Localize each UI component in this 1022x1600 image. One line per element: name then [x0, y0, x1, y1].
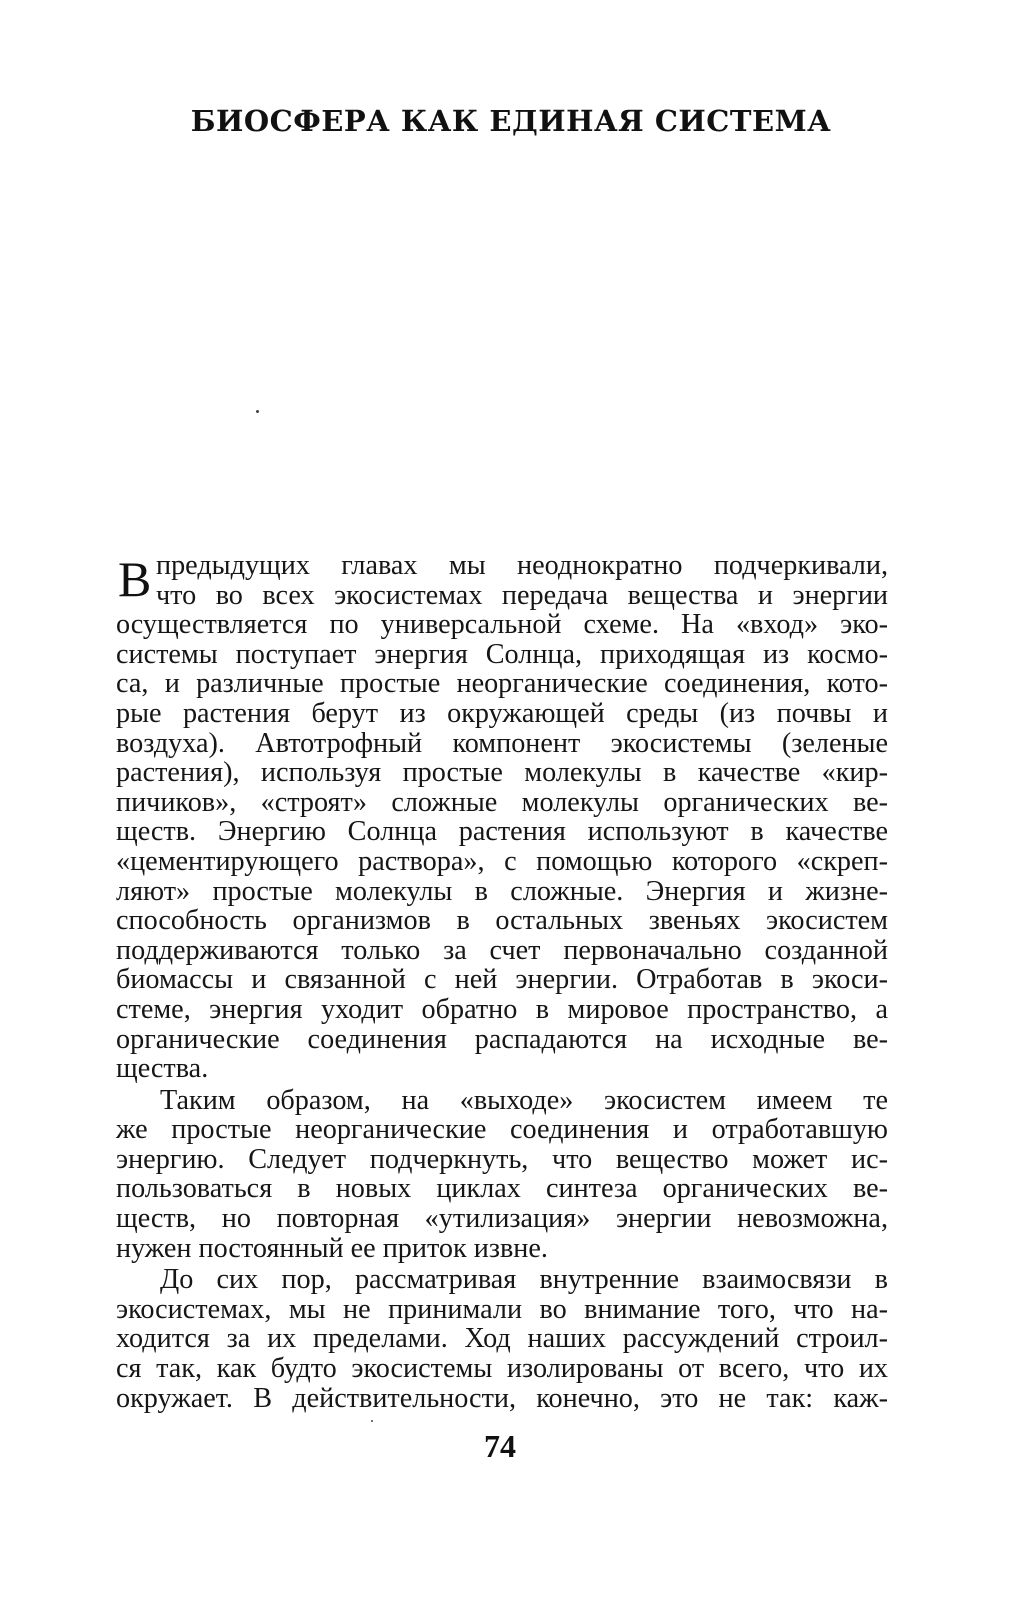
text-line: пользоваться в новых циклах синтеза органических ве-: [116, 1173, 888, 1205]
text-line: стеме, энергия уходит обратно в мировое пространство, а: [116, 993, 888, 1025]
paragraph: [116, 551, 888, 1084]
print-speck: [371, 1420, 373, 1422]
text-line: системы поступает энергия Солнца, приходящая из космо-: [116, 638, 888, 670]
text-line: воздуха). Автотрофный компонент экосистемы (зеленые: [116, 727, 888, 759]
text-line: способность организмов в остальных звеньях экосистем: [116, 905, 888, 937]
chapter-title: БИОСФЕРА КАК ЕДИНАЯ СИСТЕМА: [190, 104, 832, 138]
text-line: же простые неорганические соединения и отработавшую: [116, 1114, 888, 1146]
text-line: ся так, как будто экосистемы изолированы от всего, что их: [116, 1353, 888, 1385]
text-line: экосистемах, мы не принимали во внимание того, что на-: [116, 1293, 888, 1325]
text-line: «цементирующего раствора», с помощью которого «скреп-: [116, 845, 888, 877]
text-line: энергию. Следует подчеркнуть, что вещество может ис-: [116, 1143, 888, 1175]
body-text: [116, 551, 888, 1413]
text-line: осуществляется по универсальной схеме. На «вход» эко-: [116, 609, 888, 641]
text-line: са, и различные простые неорганические соединения, кото-: [116, 668, 888, 700]
text-line: поддерживаются только за счет первоначально созданной: [116, 934, 888, 966]
text-line: До сих пор, рассматривая внутренние взаимосвязи в: [160, 1264, 888, 1296]
text-line: рые растения берут из окружающей среды (из почвы и: [116, 697, 888, 729]
text-line: щества.: [116, 1053, 209, 1085]
text-line: нужен постоянный ее приток извне.: [116, 1232, 548, 1264]
text-line: окружает. В действительности, конечно, это не так: каж-: [116, 1382, 888, 1414]
print-speck: [256, 410, 259, 413]
text-line: биомассы и связанной с ней энергии. Отработав в экоси-: [116, 964, 888, 996]
text-line: ходится за их пределами. Ход наших рассуждений строил-: [116, 1323, 888, 1355]
text-line: ществ. Энергию Солнца растения используют в качестве: [116, 816, 888, 848]
page-number: 74: [484, 1428, 516, 1464]
text-line: органические соединения распадаются на исходные ве-: [116, 1023, 888, 1055]
text-line: Таким образом, на «выходе» экосистем имеем те: [160, 1084, 888, 1116]
text-line: ществ, но повторная «утилизация» энергии невозможна,: [116, 1203, 888, 1235]
text-line: что во всех экосистемах передача вещества и энергии: [156, 579, 888, 611]
paragraph: [116, 1265, 888, 1413]
text-line: В предыдущих главах мы неоднократно подчеркивали,: [118, 550, 888, 607]
text-line: ляют» простые молекулы в сложные. Энергия и жизне-: [116, 875, 888, 907]
text-line: пичиков», «строят» сложные молекулы органических ве-: [116, 786, 888, 818]
paragraph: [116, 1086, 888, 1264]
text-line: растения), используя простые молекулы в качестве «кир-: [116, 757, 888, 789]
drop-cap: В: [118, 551, 152, 607]
